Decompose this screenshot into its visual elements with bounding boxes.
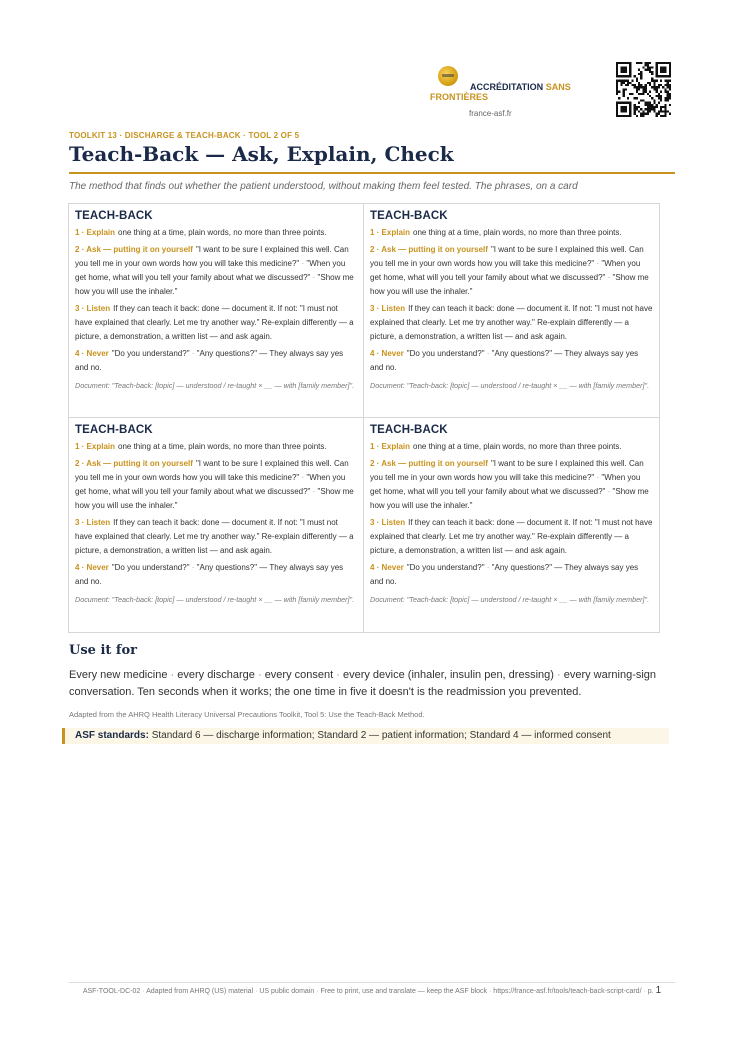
step-label: 4 · Never — [75, 349, 109, 358]
card-step-explain — [370, 226, 653, 240]
step-text: "Any questions?" — They always say yes and no. — [370, 563, 639, 586]
teach-back-card — [69, 204, 364, 418]
card-step-listen — [370, 302, 653, 344]
step-label: 2 · Ask — putting it on yourself — [75, 459, 193, 468]
card-document-line: Document: "Teach-back: [topic] — understood / re-taught × __ — with [family member]". — [75, 595, 355, 604]
step-text: "I want to be sure I explained this well. Can you tell me in your own words how you will take this medicine?" — [75, 459, 349, 482]
separator-dot: · — [170, 669, 175, 681]
page-footer — [69, 985, 675, 998]
card-step-listen — [370, 516, 653, 558]
footer-source: Adapted from AHRQ (US) material — [146, 988, 254, 995]
step-text: "I want to be sure I explained this well. Can you tell me in your own words how you will take this medicine?" — [370, 459, 644, 482]
separator-dot: · — [556, 669, 561, 681]
separator-dot: · — [316, 988, 319, 995]
step-label: 4 · Never — [370, 563, 404, 572]
card-step-never — [75, 561, 357, 589]
step-text: "Show me how you will use the inhaler." — [75, 273, 354, 296]
card-step-explain — [370, 440, 653, 454]
separator-dot: · — [596, 259, 600, 268]
teach-back-cards — [68, 203, 660, 633]
step-text: "Show me how you will use the inhaler." — [370, 487, 649, 510]
step-text: "Do you understand?" — [111, 349, 190, 358]
separator-dot: · — [255, 988, 258, 995]
page-title: Teach-Back — Ask, Explain, Check — [69, 142, 454, 166]
step-label: 2 · Ask — putting it on yourself — [370, 245, 488, 254]
org-name-part2: SANS — [545, 82, 571, 92]
separator-dot: · — [596, 473, 600, 482]
step-text: "When you get home, what will you tell your family about what we discussed?" — [370, 473, 641, 496]
separator-dot: · — [489, 988, 492, 995]
footer-usage: Free to print, use and translate — keep the ASF block — [320, 988, 488, 995]
card-document-line: Document: "Teach-back: [topic] — understood / re-taught × __ — with [family member]". — [370, 595, 650, 604]
card-step-ask — [75, 457, 357, 513]
card-step-ask — [75, 243, 357, 299]
card-title: TEACH-BACK — [75, 424, 153, 436]
footer-url[interactable]: https://france-asf.fr/tools/teach-back-script-card/ — [493, 988, 642, 995]
title-divider — [69, 172, 675, 174]
step-text: one thing at a time, plain words, no more than three points. — [118, 228, 327, 237]
step-text: "When you get home, what will you tell your family about what we discussed?" — [75, 259, 346, 282]
step-label: 1 · Explain — [75, 228, 116, 237]
card-step-explain — [75, 440, 357, 454]
qr-code-icon[interactable] — [616, 62, 671, 117]
teach-back-card — [364, 204, 659, 418]
org-url[interactable]: france-asf.fr — [469, 109, 512, 118]
card-title: TEACH-BACK — [370, 210, 448, 222]
card-step-listen — [75, 516, 357, 558]
step-label: 1 · Explain — [370, 228, 411, 237]
separator-dot: · — [486, 563, 490, 572]
card-step-never — [370, 561, 653, 589]
separator-dot: · — [643, 988, 646, 995]
standards-label: ASF standards: — [75, 730, 149, 741]
step-text: "Any questions?" — They always say yes and no. — [75, 563, 344, 586]
step-text: "When you get home, what will you tell your family about what we discussed?" — [370, 259, 641, 282]
step-text: one thing at a time, plain words, no more than three points. — [413, 442, 622, 451]
org-name — [430, 82, 590, 102]
footer-license: US public domain — [259, 988, 315, 995]
page-number: 1 — [655, 985, 662, 996]
step-text: "Do you understand?" — [111, 563, 190, 572]
step-label: 1 · Explain — [370, 442, 411, 451]
toolkit-kicker: TOOLKIT 13 · DISCHARGE & TEACH-BACK · TOOL 2 OF 5 — [69, 131, 300, 140]
use-tail: Ten seconds when it works; the one time in five it doesn't is the readmission you prevented. — [137, 686, 582, 698]
use-it-for-text — [69, 667, 677, 701]
card-step-ask — [370, 243, 653, 299]
step-label: 3 · Listen — [75, 518, 111, 527]
use-item: Every new medicine — [69, 669, 168, 681]
step-text: "When you get home, what will you tell your family about what we discussed?" — [75, 473, 346, 496]
step-label: 3 · Listen — [370, 304, 406, 313]
step-label: 4 · Never — [75, 563, 109, 572]
step-text: "Do you understand?" — [406, 563, 485, 572]
card-step-listen — [75, 302, 357, 344]
step-text: one thing at a time, plain words, no more than three points. — [413, 228, 622, 237]
org-logo — [430, 64, 590, 120]
asf-standards-box — [62, 728, 669, 744]
step-label: 1 · Explain — [75, 442, 116, 451]
use-item: every discharge — [177, 669, 255, 681]
step-text: "Any questions?" — They always say yes and no. — [75, 349, 344, 372]
step-text: "I want to be sure I explained this well. Can you tell me in your own words how you will take this medicine?" — [75, 245, 349, 268]
step-text: "Any questions?" — They always say yes and no. — [370, 349, 639, 372]
card-document-line: Document: "Teach-back: [topic] — understood / re-taught × __ — with [family member]". — [370, 381, 650, 390]
use-item: every consent — [264, 669, 334, 681]
use-it-for-heading: Use it for — [69, 643, 138, 658]
teach-back-card — [69, 418, 364, 632]
separator-dot: · — [301, 259, 305, 268]
step-label: 2 · Ask — putting it on yourself — [75, 245, 193, 254]
separator-dot: · — [191, 349, 195, 358]
step-label: 2 · Ask — putting it on yourself — [370, 459, 488, 468]
step-text: If they can teach it back: done — document it. If not: "I must not have explained that clearly. Let me try another way." Re-explain differently — a picture, a demonstration, a written list — and ask again. — [370, 304, 653, 341]
adapted-note: Adapted from the AHRQ Health Literacy Universal Precautions Toolkit, Tool 5: Use the Teach-Back Method. — [69, 710, 425, 719]
card-step-ask — [370, 457, 653, 513]
step-label: 3 · Listen — [370, 518, 406, 527]
org-name-part3: FRONTIÈRES — [430, 92, 489, 102]
separator-dot: · — [191, 563, 195, 572]
card-document-line: Document: "Teach-back: [topic] — understood / re-taught × __ — with [family member]". — [75, 381, 355, 390]
step-text: "Do you understand?" — [406, 349, 485, 358]
step-text: "I want to be sure I explained this well. Can you tell me in your own words how you will take this medicine?" — [370, 245, 644, 268]
footer-tool-id: ASF-TOOL-DC-02 — [82, 988, 141, 995]
step-text: one thing at a time, plain words, no more than three points. — [118, 442, 327, 451]
separator-dot: · — [312, 487, 316, 496]
teach-back-card — [364, 418, 659, 632]
org-name-part1: ACCRÉDITATION — [470, 82, 544, 92]
standards-text: Standard 6 — discharge information; Standard 2 — patient information; Standard 4 — informed consent — [151, 730, 611, 741]
page-subtitle: The method that finds out whether the patient understood, without making them feel tested. The phrases, on a card — [69, 181, 578, 192]
separator-dot: · — [486, 349, 490, 358]
step-label: 4 · Never — [370, 349, 404, 358]
step-text: "Show me how you will use the inhaler." — [75, 487, 354, 510]
card-title: TEACH-BACK — [75, 210, 153, 222]
page-prefix: p. — [647, 988, 654, 995]
step-label: 3 · Listen — [75, 304, 111, 313]
step-text: If they can teach it back: done — document it. If not: "I must not have explained that clearly. Let me try another way." Re-explain differently — a picture, a demonstration, a written list — and ask again. — [370, 518, 653, 555]
footer-divider — [69, 982, 675, 983]
card-step-explain — [75, 226, 357, 240]
separator-dot: · — [336, 669, 340, 681]
step-text: "Show me how you will use the inhaler." — [370, 273, 649, 296]
step-text: If they can teach it back: done — document it. If not: "I must not have explained that clearly. Let me try another way." Re-explain differently — a picture, a demonstration, a written list — and ask again. — [75, 304, 354, 341]
use-item: every warning-sign conversation. — [69, 669, 657, 698]
separator-dot: · — [142, 988, 145, 995]
separator-dot: · — [312, 273, 316, 282]
card-step-never — [75, 347, 357, 375]
separator-dot: · — [607, 487, 611, 496]
step-text: If they can teach it back: done — document it. If not: "I must not have explained that clearly. Let me try another way." Re-explain differently — a picture, a demonstration, a written list — and ask again. — [75, 518, 354, 555]
card-title: TEACH-BACK — [370, 424, 448, 436]
separator-dot: · — [607, 273, 611, 282]
use-item: every device (inhaler, insulin pen, dressing) — [342, 669, 554, 681]
card-step-never — [370, 347, 653, 375]
separator-dot: · — [301, 473, 305, 482]
separator-dot: · — [257, 669, 262, 681]
